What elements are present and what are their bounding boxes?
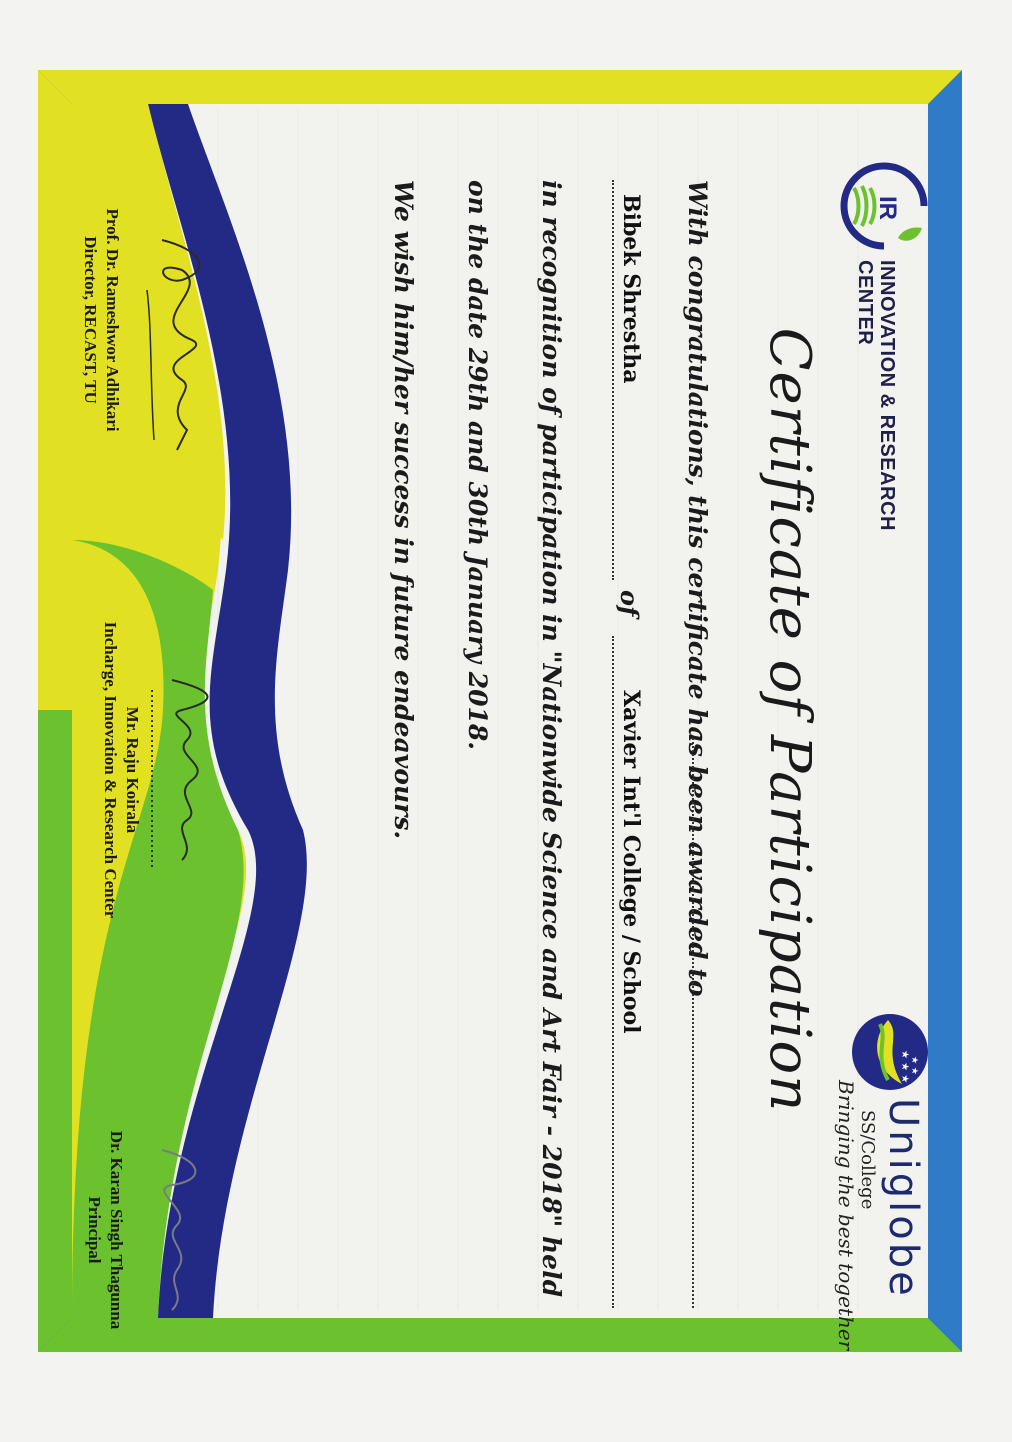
school-dotted-line — [612, 636, 614, 1308]
svg-text:★ ★: ★ ★ — [909, 1056, 919, 1075]
signature-principal — [132, 1130, 222, 1330]
certificate-title: Certificate of Participation — [757, 327, 822, 1113]
signature-incharge — [142, 670, 242, 890]
signatory-principal-title: Principal — [85, 1196, 104, 1264]
wishes-line: We wish him/her success in future endeavours. — [389, 180, 418, 840]
signatory-incharge-name: Mr. Raju Koirala — [123, 706, 142, 834]
signatory-incharge-title: Incharge, Innovation & Research Center — [101, 621, 120, 919]
research-center-name — [854, 260, 898, 531]
signatory-director-title: Director, RECAST, TU — [81, 236, 100, 404]
uniglobe-globe-logo-icon — [848, 1010, 932, 1094]
svg-text:IR: IR — [874, 196, 901, 220]
innovation-research-logo-icon — [836, 158, 932, 254]
college-name: Uniglobe — [880, 1098, 926, 1299]
awardee-name: Bibek Shrestha — [618, 194, 644, 384]
certificate-frame — [38, 70, 962, 1352]
college-tagline: Bringing the best together — [834, 1080, 858, 1351]
of-label: of — [615, 590, 644, 617]
signatory-director-name: Prof. Dr. Rameshwor Adhikari — [103, 208, 122, 432]
award-intro-line: With congratulations, this certificate has been awarded to — [683, 180, 712, 997]
school-name: Xavier Int'l College / School — [618, 690, 644, 1034]
signatory-principal-name: Dr. Karan Singh Thagunna — [107, 1130, 126, 1330]
svg-text:★ ★ ★: ★ ★ ★ — [899, 1050, 910, 1084]
research-center-line2: CENTER — [854, 260, 876, 346]
award-intro-dotted-line — [692, 738, 694, 1308]
research-center-line1: INNOVATION & RESEARCH — [876, 260, 898, 531]
certificate-content — [38, 70, 962, 1352]
date-line: on the date 29th and 30th January 2018. — [463, 180, 492, 750]
college-subtitle: SS/College — [857, 1110, 878, 1210]
signature-director — [132, 230, 222, 460]
awardee-dotted-line — [612, 180, 614, 580]
recognition-line: in recognition of participation in "Nationwide Science and Art Fair - 2018" held — [537, 180, 566, 1298]
